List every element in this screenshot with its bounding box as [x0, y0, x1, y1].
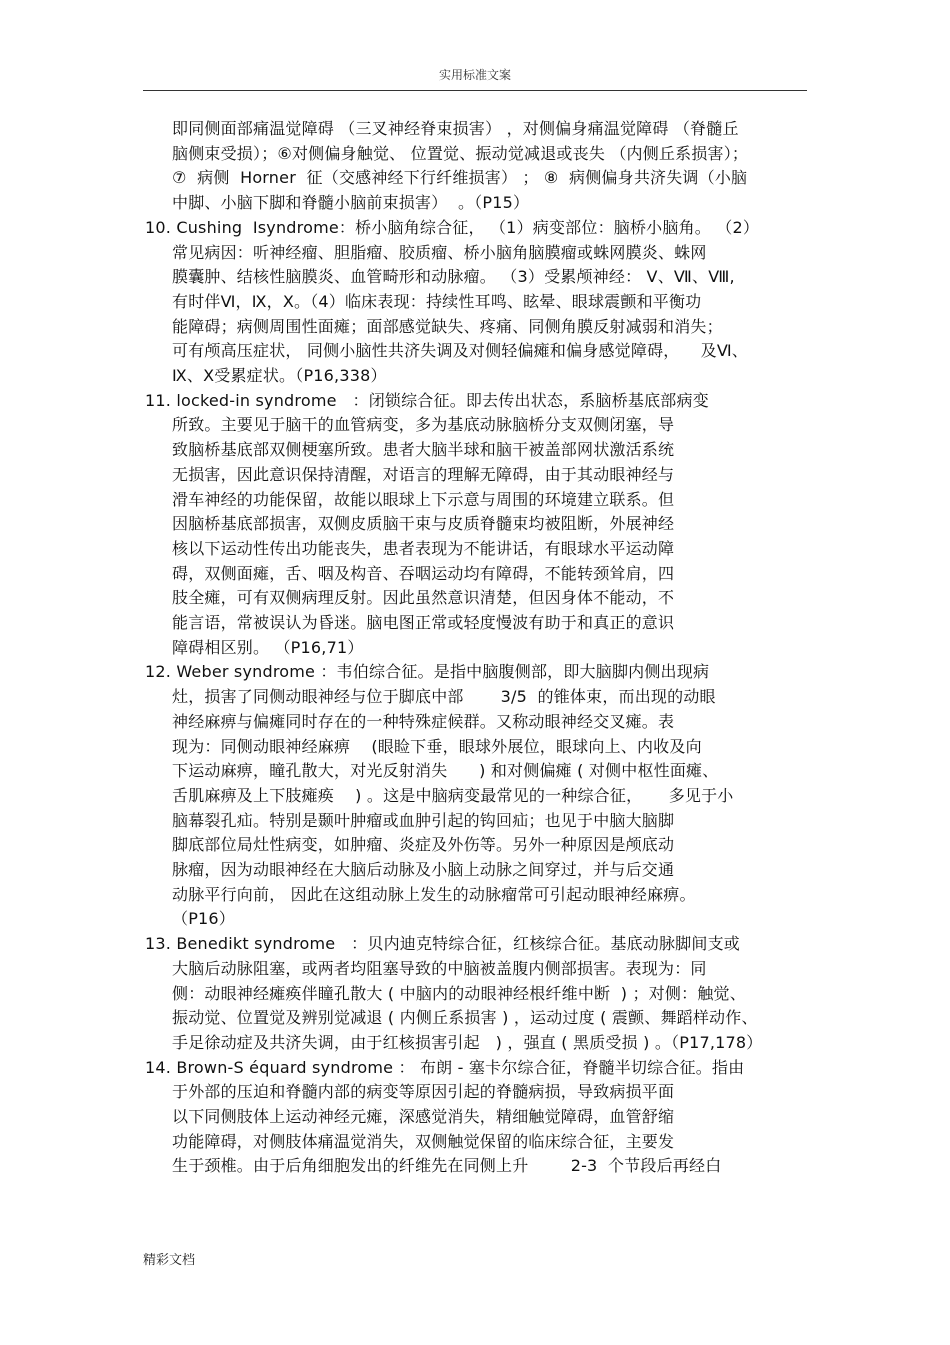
- text-line: 以下同侧肢体上运动神经元瘫，深感觉消失，精细触觉障碍，血管舒缩: [172, 1107, 675, 1126]
- text-line: 可有颅高压症状， 同侧小脑性共济失调及对侧轻偏瘫和偏身感觉障碍， 及Ⅵ、: [172, 341, 748, 360]
- text-line: （P16）: [172, 909, 236, 928]
- text-line: 因脑桥基底部损害，双侧皮质脑干束与皮质脊髓束均被阻断，外展神经: [172, 514, 675, 533]
- text-line: 能障碍；病侧周围性面瘫；面部感觉缺失、疼痛、同侧角膜反射减弱和消失；: [172, 317, 723, 336]
- text-line: 核以下运动性传出功能丧失，患者表现为不能讲话，有眼球水平运动障: [172, 539, 675, 558]
- header-divider: [143, 90, 807, 91]
- list-item-first-line: 13. Benedikt syndrome ：贝内迪克特综合征，红核综合征。基底动脉脚间支或: [145, 934, 740, 953]
- page-header: 实用标准文案: [438, 68, 511, 82]
- list-item-first-line: 10. Cushing Ⅰsyndrome：桥小脑角综合征， （1）病变部位：脑桥小脑角。 （2）: [145, 218, 760, 237]
- text-line: ⑦ 病侧 Horner 征（交感神经下行纤维损害） ； ⑧ 病侧偏身共济失调（小脑: [172, 168, 748, 187]
- list-item-first-line: 11. locked-in syndrome ：闭锁综合征。即去传出状态，系脑桥基底部病变: [145, 391, 709, 410]
- list-item-first-line: 14. Brown-S équard syndrome ： 布朗 - 塞卡尔综合征，脊髓半切综合征。指由: [145, 1058, 745, 1077]
- page-footer: 精彩文档: [143, 1253, 196, 1268]
- text-line: 灶，损害了同侧动眼神经与位于脚底中部 3/5 的锥体束，而出现的动眼: [172, 687, 716, 706]
- text-line: 中脚、小脑下脚和脊髓小脑前束损害） 。（P15）: [172, 193, 530, 212]
- text-line: 肢全瘫，可有双侧病理反射。因此虽然意识清楚，但因身体不能动，不: [172, 588, 675, 607]
- text-line: 于外部的压迫和脊髓内部的病变等原因引起的脊髓病损，导致病损平面: [172, 1082, 675, 1101]
- text-line: 动脉平行向前， 因此在这组动脉上发生的动脉瘤常可引起动眼神经麻痹。: [172, 885, 696, 904]
- text-line: 脚底部位局灶性病变，如肿瘤、炎症及外伤等。另外一种原因是颅底动: [172, 835, 675, 854]
- text-line: 侧：动眼神经瘫痪伴瞳孔散大 ( 中脑内的动眼神经根纤维中断 ) ；对侧：触觉、: [172, 984, 746, 1003]
- text-line: 手足徐动症及共济失调，由于红核损害引起 ) ，强直 ( 黑质受损 ) 。（P17,178）: [172, 1033, 763, 1052]
- text-line: 下运动麻痹，瞳孔散大，对光反射消失 ) 和对侧偏瘫 ( 对侧中枢性面瘫、: [172, 761, 719, 780]
- text-line: 舌肌麻痹及上下肢瘫痪 ) 。这是中脑病变最常见的一种综合征， 多见于小: [172, 786, 734, 805]
- text-line: 即同侧面部痛温觉障碍 （三叉神经脊束损害） ，对侧偏身痛温觉障碍 （脊髓丘: [172, 119, 739, 138]
- text-line: 脑幕裂孔疝。特别是颞叶肿瘤或血肿引起的钩回疝；也见于中脑大脑脚: [172, 811, 675, 830]
- list-item-first-line: 12. Weber syndrome ：韦伯综合征。是指中脑腹侧部，即大脑脚内侧出现病: [145, 662, 710, 681]
- text-line: Ⅸ、Ⅹ受累症状。（P16,338）: [172, 366, 387, 385]
- text-line: 现为：同侧动眼神经麻痹 (眼睑下垂，眼球外展位，眼球向上、内收及向: [172, 737, 702, 756]
- text-line: 常见病因：听神经瘤、胆脂瘤、胶质瘤、桥小脑角脑膜瘤或蛛网膜炎、蛛网: [172, 243, 707, 262]
- text-line: 功能障碍，对侧肢体痛温觉消失，双侧触觉保留的临床综合征，主要发: [172, 1132, 675, 1151]
- text-line: 膜囊肿、结核性脑膜炎、血管畸形和动脉瘤。 （3）受累颅神经： Ⅴ、Ⅶ、Ⅷ,: [172, 267, 735, 286]
- text-line: 碍，双侧面瘫，舌、咽及构音、吞咽运动均有障碍，不能转颈耸肩，四: [172, 564, 675, 583]
- text-line: 无损害，因此意识保持清醒，对语言的理解无障碍，由于其动眼神经与: [172, 465, 675, 484]
- text-line: 大脑后动脉阻塞，或两者均阻塞导致的中脑被盖腹内侧部损害。表现为：同: [172, 959, 707, 978]
- text-line: 滑车神经的功能保留，故能以眼球上下示意与周围的环境建立联系。但: [172, 490, 675, 509]
- text-line: 所致。主要见于脑干的血管病变，多为基底动脉脑桥分支双侧闭塞，导: [172, 415, 675, 434]
- text-line: 脑侧束受损）；⑥对侧偏身触觉、 位置觉、振动觉减退或丧失 （内侧丘系损害）；: [172, 144, 749, 163]
- text-line: 有时伴Ⅵ，Ⅸ，Ⅹ。（4）临床表现：持续性耳鸣、眩晕、眼球震颤和平衡功: [172, 292, 702, 311]
- text-line: 神经麻痹与偏瘫同时存在的一种特殊症候群。又称动眼神经交叉瘫。表: [172, 712, 675, 731]
- text-line: 脉瘤，因为动眼神经在大脑后动脉及小脑上动脉之间穿过，并与后交通: [172, 860, 675, 879]
- text-line: 能言语，常被误认为昏迷。脑电图正常或轻度慢波有助于和真正的意识: [172, 613, 675, 632]
- text-line: 致脑桥基底部双侧梗塞所致。患者大脑半球和脑干被盖部网状激活系统: [172, 440, 675, 459]
- text-line: 障碍相区别。 （P16,71）: [172, 638, 364, 657]
- text-line: 生于颈椎。由于后角细胞发出的纤维先在同侧上升 2-3 个节段后再经白: [172, 1156, 722, 1175]
- text-line: 振动觉、位置觉及辨别觉减退 ( 内侧丘系损害 ) ，运动过度 ( 震颤、舞蹈样动作、: [172, 1008, 758, 1027]
